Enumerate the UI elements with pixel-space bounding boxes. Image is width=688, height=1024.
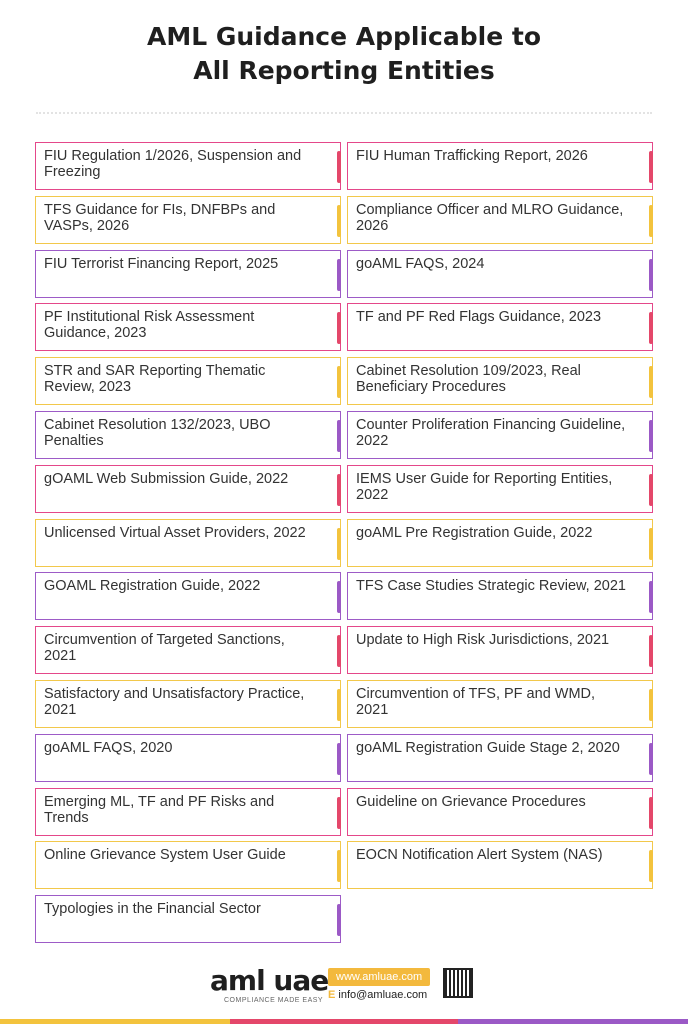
guidance-card-title: Typologies in the Financial Sector — [44, 901, 261, 918]
accent-marker — [337, 205, 341, 237]
accent-marker — [649, 528, 653, 560]
guidance-card-title: TFS Case Studies Strategic Review, 2021 — [356, 578, 626, 595]
accent-marker — [337, 474, 341, 506]
qr-code-icon — [443, 968, 473, 998]
accent-marker — [337, 743, 341, 775]
guidance-card[interactable] — [347, 250, 653, 298]
accent-marker — [649, 581, 653, 613]
accent-marker — [649, 259, 653, 291]
footer — [0, 960, 688, 1024]
guidance-card-title: IEMS User Guide for Reporting Entities, 2022 — [356, 470, 613, 503]
guidance-card[interactable] — [347, 626, 653, 674]
guidance-card[interactable] — [347, 572, 653, 620]
guidance-card-title: goAML FAQS, 2020 — [44, 739, 173, 756]
accent-marker — [649, 689, 653, 721]
accent-marker — [337, 904, 341, 936]
guidance-card[interactable] — [35, 626, 341, 674]
guidance-card-title: EOCN Notification Alert System (NAS) — [356, 847, 603, 864]
accent-marker — [649, 743, 653, 775]
guidance-card[interactable] — [35, 142, 341, 190]
guidance-card-title: Guideline on Grievance Procedures — [356, 793, 586, 810]
title-line-1: AML Guidance Applicable to — [146, 22, 541, 51]
guidance-card-title: Online Grievance System User Guide — [44, 847, 286, 864]
guidance-card-title: GOAML Registration Guide, 2022 — [44, 578, 261, 595]
accent-marker — [337, 312, 341, 344]
guidance-card[interactable] — [347, 680, 653, 728]
email-prefix: E — [328, 989, 336, 1001]
guidance-card[interactable] — [35, 841, 341, 889]
accent-marker — [337, 635, 341, 667]
guidance-card[interactable] — [35, 895, 341, 943]
guidance-card[interactable] — [35, 196, 341, 244]
guidance-card[interactable] — [347, 519, 653, 567]
guidance-card[interactable] — [35, 411, 341, 459]
guidance-card-title: FIU Human Trafficking Report, 2026 — [356, 148, 588, 164]
guidance-card[interactable] — [35, 519, 341, 567]
guidance-card-title: Circumvention of Targeted Sanctions, 2021 — [44, 632, 285, 665]
guidance-card[interactable] — [347, 142, 653, 190]
accent-marker — [649, 420, 653, 452]
footer-bar-purple — [458, 1019, 688, 1024]
accent-marker — [337, 366, 341, 398]
guidance-card-title: PF Institutional Risk Assessment Guidance, 2023 — [44, 309, 255, 342]
guidance-card-title: gOAML Web Submission Guide, 2022 — [44, 470, 289, 487]
brand-logo[interactable]: aml uae — [210, 964, 329, 997]
guidance-card-title: Satisfactory and Unsatisfactory Practice, 2021 — [44, 686, 305, 718]
guidance-card[interactable] — [35, 465, 341, 513]
accent-marker — [337, 420, 341, 452]
guidance-card-title: FIU Terrorist Financing Report, 2025 — [44, 255, 279, 272]
guidance-card[interactable] — [35, 303, 341, 351]
guidance-card-title: goAML Registration Guide Stage 2, 2020 — [356, 739, 620, 756]
guidance-card-title: Counter Proliferation Financing Guideline, 2022 — [356, 417, 626, 449]
accent-marker — [649, 635, 653, 667]
guidance-card[interactable] — [347, 411, 653, 459]
guidance-card[interactable] — [347, 196, 653, 244]
guidance-card-title: Circumvention of TFS, PF and WMD, 2021 — [356, 686, 596, 718]
accent-marker — [337, 850, 341, 882]
accent-marker — [337, 689, 341, 721]
title-line-2: All Reporting Entities — [193, 56, 495, 85]
guidance-card-title: STR and SAR Reporting Thematic Review, 2023 — [44, 363, 266, 396]
accent-marker — [649, 797, 653, 829]
website-link[interactable]: www.amluae.com — [328, 968, 430, 986]
guidance-card-title: TF and PF Red Flags Guidance, 2023 — [356, 309, 602, 326]
accent-marker — [649, 850, 653, 882]
guidance-card[interactable] — [35, 250, 341, 298]
accent-marker — [337, 797, 341, 829]
accent-marker — [337, 528, 341, 560]
guidance-card[interactable] — [35, 680, 341, 728]
accent-marker — [337, 581, 341, 613]
accent-marker — [649, 205, 653, 237]
email-address: info@amluae.com — [338, 989, 428, 1001]
guidance-card-title: goAML FAQS, 2024 — [356, 255, 485, 272]
guidance-card-title: Emerging ML, TF and PF Risks and Trends — [44, 793, 275, 826]
guidance-card-title: Unlicensed Virtual Asset Providers, 2022 — [44, 524, 306, 541]
footer-bar-yellow — [0, 1019, 230, 1024]
guidance-card-title: Cabinet Resolution 109/2023, Real Beneficiary Procedures — [356, 363, 581, 396]
footer-bar-pink — [230, 1019, 458, 1024]
accent-marker — [337, 259, 341, 291]
guidance-card[interactable] — [35, 788, 341, 836]
accent-marker — [337, 151, 341, 183]
guidance-card[interactable] — [35, 734, 341, 782]
guidance-card[interactable] — [347, 788, 653, 836]
guidance-card-title: Update to High Risk Jurisdictions, 2021 — [356, 632, 610, 649]
guidance-card[interactable] — [347, 734, 653, 782]
guidance-card-title: Compliance Officer and MLRO Guidance, 2026 — [356, 201, 624, 234]
guidance-card-title: goAML Pre Registration Guide, 2022 — [356, 524, 593, 541]
guidance-card[interactable] — [347, 465, 653, 513]
guidance-card-title: FIU Regulation 1/2026, Suspension and Freezing — [44, 148, 302, 180]
accent-marker — [649, 151, 653, 183]
guidance-card[interactable] — [35, 572, 341, 620]
guidance-card-title: Cabinet Resolution 132/2023, UBO Penalties — [44, 417, 271, 449]
email-contact[interactable] — [328, 989, 427, 1001]
accent-marker — [649, 312, 653, 344]
brand-tagline: COMPLIANCE MADE EASY — [224, 997, 324, 1004]
guidance-card[interactable] — [347, 357, 653, 405]
guidance-card[interactable] — [347, 841, 653, 889]
accent-marker — [649, 366, 653, 398]
guidance-card[interactable] — [347, 303, 653, 351]
guidance-card[interactable] — [35, 357, 341, 405]
accent-marker — [649, 474, 653, 506]
guidance-card-title: TFS Guidance for FIs, DNFBPs and VASPs, 2026 — [44, 201, 276, 234]
